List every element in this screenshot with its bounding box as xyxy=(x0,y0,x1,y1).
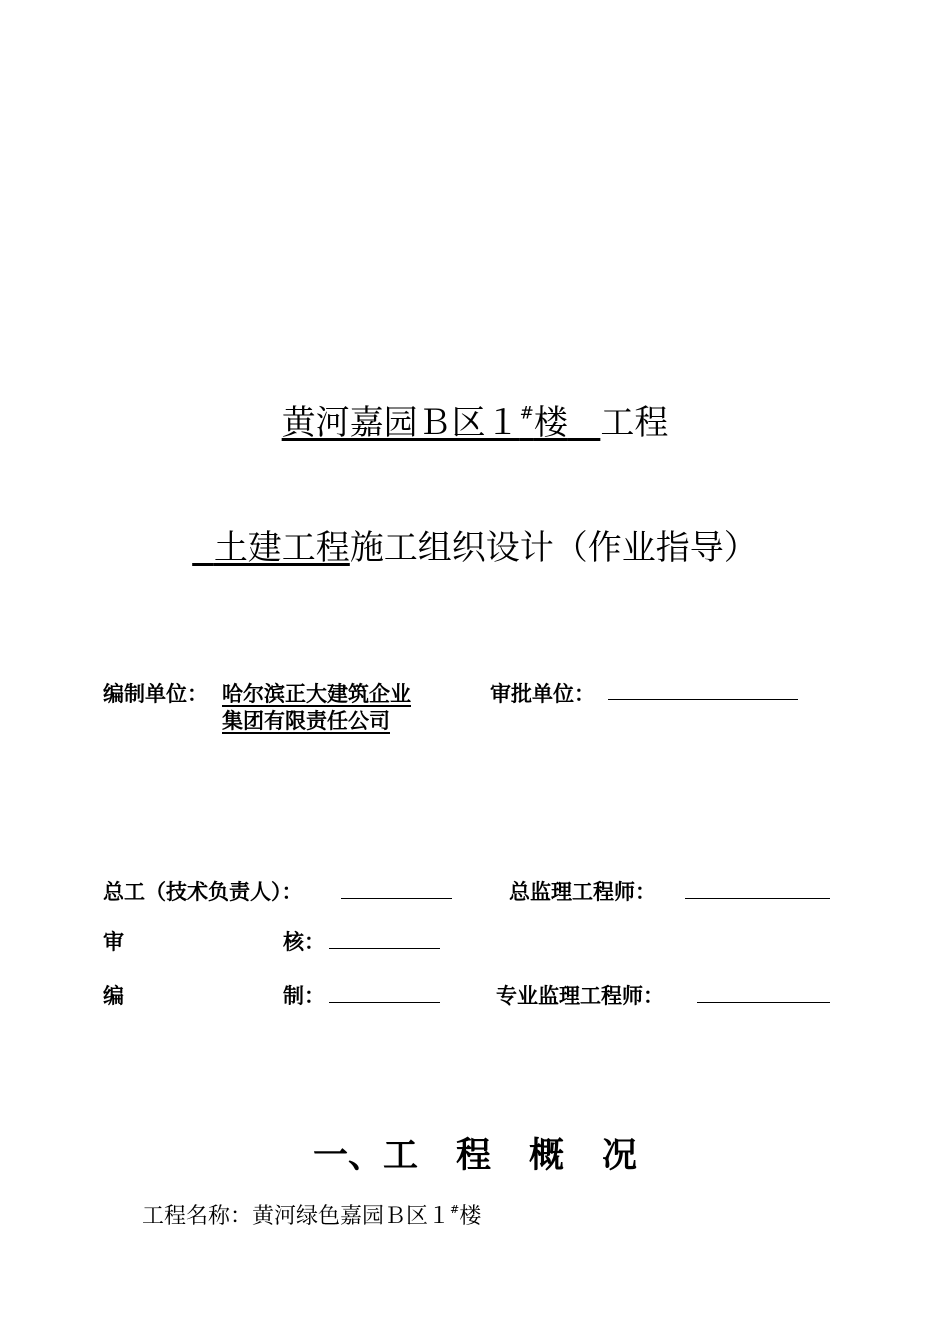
project-name-label: 工程名称： xyxy=(142,1204,253,1229)
project-name-paragraph xyxy=(142,1199,481,1230)
editor-label-b: 制： xyxy=(283,984,325,1008)
chief-engineer-label: 总工（技术负责人）： xyxy=(103,880,303,904)
chief-supervisor-blank xyxy=(685,880,830,899)
specialty-supervisor-label: 专业监理工程师： xyxy=(496,984,664,1008)
approver-label: 审批单位： xyxy=(490,682,595,706)
compiler-label: 编制单位： xyxy=(103,682,208,706)
editor-label-a: 编 xyxy=(103,984,124,1008)
heading-part-3: 概 xyxy=(529,1136,565,1176)
heading-part-4: 况 xyxy=(602,1136,638,1176)
project-name-sup: # xyxy=(450,1203,460,1217)
compiler-value-line2: 集团有限责任公司 xyxy=(222,709,390,733)
specialty-supervisor-blank xyxy=(697,984,830,1003)
reviewer-label-a: 审 xyxy=(103,930,124,954)
chief-engineer-blank xyxy=(341,880,452,899)
project-name: 黄河嘉园Ｂ区１#楼 xyxy=(281,403,568,443)
approver-blank xyxy=(608,681,798,700)
title-suffix: 工程 xyxy=(600,403,669,443)
heading-part-2: 程 xyxy=(455,1136,491,1176)
compiler-value-line1: 哈尔滨正大建筑企业 xyxy=(222,682,411,706)
section-heading xyxy=(0,1128,950,1178)
subtitle-category: 土建工程 xyxy=(213,528,350,568)
document-title xyxy=(0,395,950,444)
project-name-suffix: 楼 xyxy=(459,1204,482,1229)
editor-blank xyxy=(329,984,440,1003)
document-subtitle xyxy=(0,520,950,569)
reviewer-blank xyxy=(329,930,440,949)
heading-part-1: 一、工 xyxy=(312,1136,418,1176)
reviewer-label-b: 核： xyxy=(283,930,325,954)
project-name-value: 黄河绿色嘉园Ｂ区１ xyxy=(252,1204,451,1229)
subtitle-doc-type: 施工组织设计（作业指导） xyxy=(349,528,758,568)
chief-supervisor-label: 总监理工程师： xyxy=(509,880,656,904)
